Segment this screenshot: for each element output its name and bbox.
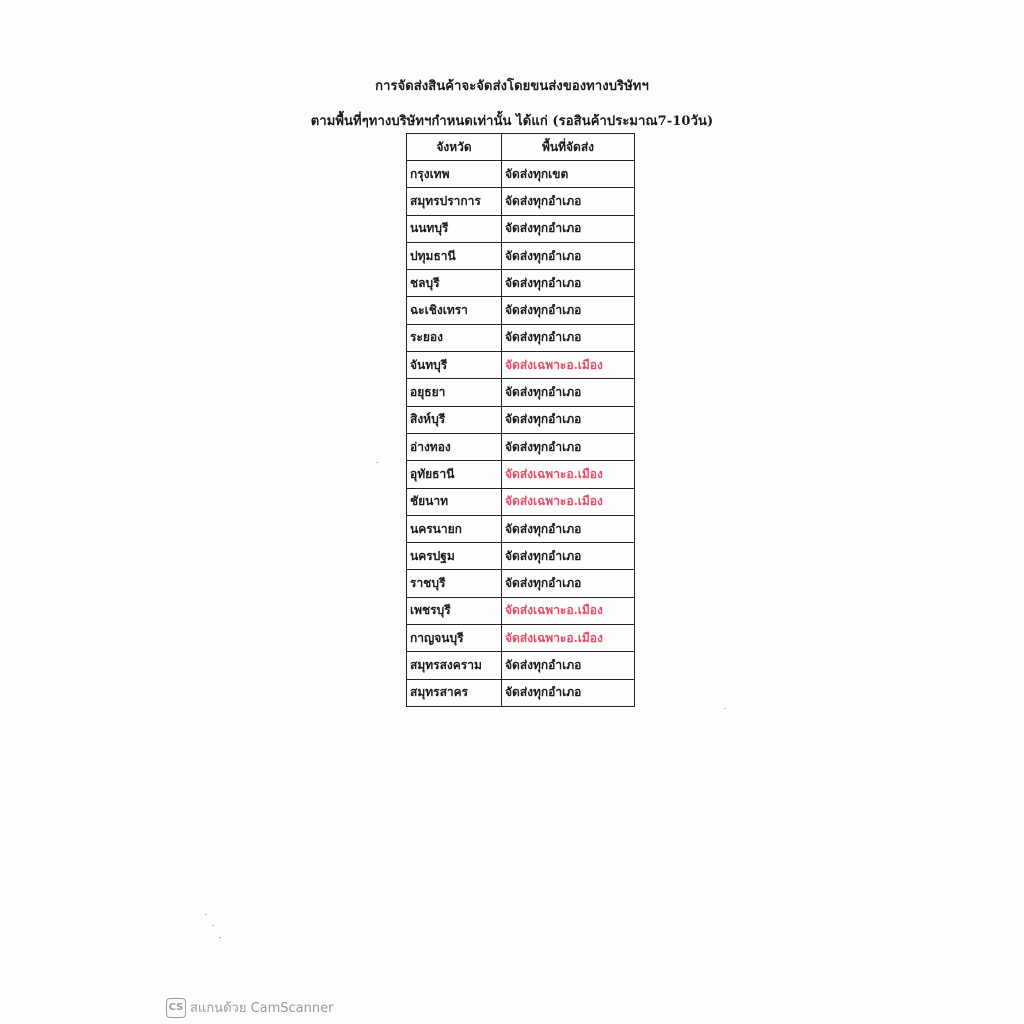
delivery-area-table-container [406, 133, 634, 707]
province-cell: จันทบุรี [407, 352, 502, 379]
table-row [407, 188, 635, 215]
province-cell: ระยอง [407, 324, 502, 351]
delivery-area-cell: จัดส่งทุกอำเภอ [502, 324, 635, 351]
province-cell: ราชบุรี [407, 570, 502, 597]
scan-speck [219, 937, 221, 938]
table-row [407, 242, 635, 269]
province-cell: สมุทรสาคร [407, 679, 502, 706]
table-row [407, 215, 635, 242]
delivery-area-cell: จัดส่งเฉพาะอ.เมือง [502, 625, 635, 652]
province-cell: กรุงเทพ [407, 161, 502, 188]
delivery-area-cell: จัดส่งทุกอำเภอ [502, 679, 635, 706]
delivery-area-cell: จัดส่งเฉพาะอ.เมือง [502, 461, 635, 488]
table-row [407, 270, 635, 297]
table-row [407, 652, 635, 679]
delivery-area-cell: จัดส่งทุกอำเภอ [502, 406, 635, 433]
province-cell: นครนายก [407, 515, 502, 542]
delivery-area-cell: จัดส่งเฉพาะอ.เมือง [502, 597, 635, 624]
table-row [407, 406, 635, 433]
camscanner-watermark [166, 997, 333, 1018]
table-row [407, 433, 635, 460]
scan-speck [212, 925, 214, 926]
delivery-area-cell: จัดส่งทุกอำเภอ [502, 188, 635, 215]
table-row [407, 379, 635, 406]
document-title-line-2: ตามพื้นที่ๆทางบริษัทฯกำหนดเท่านั้น ได้แก่ (รอสินค้าประมาณ7-10วัน) [310, 114, 714, 129]
delivery-area-cell: จัดส่งทุกอำเภอ [502, 297, 635, 324]
delivery-area-cell: จัดส่งเฉพาะอ.เมือง [502, 352, 635, 379]
table-row [407, 625, 635, 652]
document-title-line-1: การจัดส่งสินค้าจะจัดส่งโดยขนส่งของทางบริษัทฯ [375, 79, 649, 94]
province-cell: สมุทรปราการ [407, 188, 502, 215]
table-row [407, 461, 635, 488]
delivery-area-cell: จัดส่งทุกอำเภอ [502, 379, 635, 406]
province-cell: อุทัยธานี [407, 461, 502, 488]
delivery-area-cell: จัดส่งทุกอำเภอ [502, 242, 635, 269]
province-cell: สมุทรสงคราม [407, 652, 502, 679]
province-cell: ชลบุรี [407, 270, 502, 297]
camscanner-logo-icon: CS [166, 998, 186, 1018]
table-row [407, 488, 635, 515]
table-row [407, 324, 635, 351]
header-province: จังหวัด [407, 134, 502, 161]
scan-speck [205, 914, 207, 915]
province-cell: ปทุมธานี [407, 242, 502, 269]
table-row [407, 515, 635, 542]
delivery-area-cell: จัดส่งทุกอำเภอ [502, 543, 635, 570]
table-row [407, 297, 635, 324]
table-row [407, 161, 635, 188]
delivery-area-cell: จัดส่งทุกอำเภอ [502, 652, 635, 679]
table-row [407, 597, 635, 624]
province-cell: นครปฐม [407, 543, 502, 570]
delivery-area-cell: จัดส่งทุกอำเภอ [502, 270, 635, 297]
table-row [407, 352, 635, 379]
delivery-area-cell: จัดส่งทุกอำเภอ [502, 515, 635, 542]
province-cell: สิงห์บุรี [407, 406, 502, 433]
province-cell: กาญจนบุรี [407, 625, 502, 652]
scan-speck [724, 708, 726, 709]
table-body [407, 161, 635, 707]
table-header-row [407, 134, 635, 161]
table-row [407, 570, 635, 597]
province-cell: ชัยนาท [407, 488, 502, 515]
table-row [407, 679, 635, 706]
table-row [407, 543, 635, 570]
province-cell: เพชรบุรี [407, 597, 502, 624]
province-cell: อยุธยา [407, 379, 502, 406]
province-cell: ฉะเชิงเทรา [407, 297, 502, 324]
delivery-area-table [406, 133, 635, 707]
delivery-area-cell: จัดส่งทุกเขต [502, 161, 635, 188]
scan-speck [376, 462, 378, 463]
delivery-area-cell: จัดส่งทุกอำเภอ [502, 570, 635, 597]
header-delivery-area: พื้นที่จัดส่ง [502, 134, 635, 161]
province-cell: นนทบุรี [407, 215, 502, 242]
delivery-area-cell: จัดส่งทุกอำเภอ [502, 215, 635, 242]
province-cell: อ่างทอง [407, 433, 502, 460]
camscanner-watermark-text: สแกนด้วย CamScanner [190, 1001, 334, 1016]
delivery-area-cell: จัดส่งเฉพาะอ.เมือง [502, 488, 635, 515]
delivery-area-cell: จัดส่งทุกอำเภอ [502, 433, 635, 460]
